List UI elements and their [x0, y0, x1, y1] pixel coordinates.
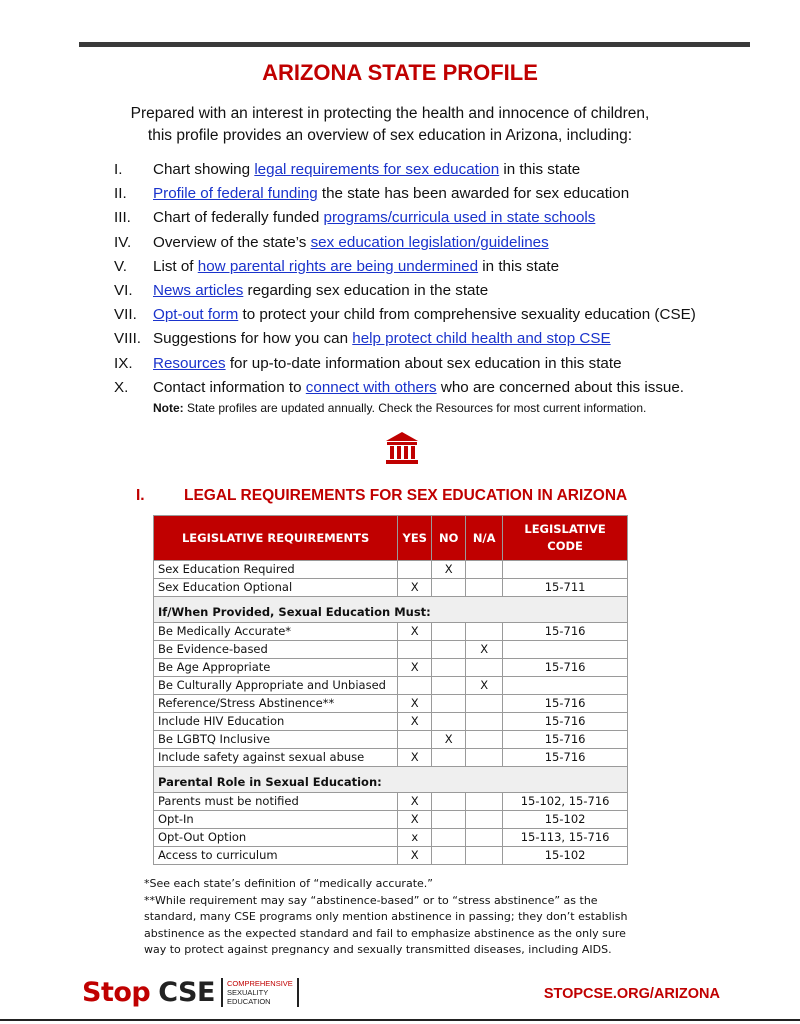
footnotes: [144, 876, 644, 959]
cell-na: [466, 829, 503, 847]
toc-text-after: the state has been awarded for sex education: [317, 185, 630, 203]
cell-yes: X: [398, 811, 432, 829]
bottom-rule: [0, 1019, 800, 1021]
table-row: [154, 623, 628, 641]
legislative-requirements-table: [153, 515, 628, 865]
update-note: [153, 401, 646, 415]
intro-line-1: Prepared with an interest in protecting the health and innocence of children,: [130, 105, 650, 122]
toc-text: [153, 281, 488, 305]
cell-requirement: Be Age Appropriate: [154, 659, 398, 677]
cell-code: 15-716: [503, 695, 628, 713]
toc-item: [114, 257, 754, 281]
cell-no: [432, 811, 466, 829]
cell-yes: X: [398, 695, 432, 713]
cell-yes: X: [398, 623, 432, 641]
header-no: NO: [432, 516, 466, 561]
table-row: [154, 659, 628, 677]
toc-text: [153, 354, 622, 378]
cell-na: [466, 731, 503, 749]
cell-no: [432, 793, 466, 811]
toc-number: I.: [114, 161, 123, 178]
table-row: [154, 793, 628, 811]
cell-requirement: Be Culturally Appropriate and Unbiased: [154, 677, 398, 695]
toc-number: X.: [114, 378, 129, 396]
cell-na: [466, 713, 503, 731]
toc-text: [153, 305, 696, 329]
toc-item: [114, 160, 754, 184]
toc-text-before: List of: [153, 257, 198, 275]
footnote-1: *See each state’s definition of “medically accurate.”: [144, 877, 433, 890]
cell-no: [432, 659, 466, 677]
cell-no: [432, 641, 466, 659]
cell-yes: [398, 641, 432, 659]
cell-requirement: Be Medically Accurate*: [154, 623, 398, 641]
toc-link[interactable]: Resources: [153, 354, 226, 372]
logo-word-cse: CSE: [158, 977, 215, 1008]
table-row: [154, 641, 628, 659]
section-number: I.: [136, 487, 145, 504]
cell-na: X: [466, 641, 503, 659]
toc-text-after: in this state: [478, 257, 560, 275]
toc-link[interactable]: help protect child health and stop CSE: [352, 330, 611, 348]
cell-no: [432, 847, 466, 865]
logo-sub-2: SEXUALITY: [226, 988, 269, 997]
cell-code: 15-102: [503, 847, 628, 865]
cell-code: 15-113, 15-716: [503, 829, 628, 847]
toc-item: [114, 378, 754, 402]
cell-code: 15-716: [503, 749, 628, 767]
toc-text: [153, 329, 611, 353]
rows-general: [154, 561, 628, 597]
cell-code: [503, 561, 628, 579]
toc-item: [114, 305, 754, 329]
cell-no: [432, 623, 466, 641]
cell-requirement: Reference/Stress Abstinence**: [154, 695, 398, 713]
toc-number: V.: [114, 257, 127, 275]
cell-requirement: Include safety against sexual abuse: [154, 749, 398, 767]
toc-link[interactable]: legal requirements for sex education: [254, 161, 500, 178]
cell-na: [466, 695, 503, 713]
toc-link[interactable]: how parental rights are being undermined: [197, 257, 479, 275]
cell-na: [466, 579, 503, 597]
toc-number: III.: [114, 209, 131, 227]
rows-requirements: [154, 623, 628, 767]
cell-no: [432, 677, 466, 695]
cell-requirement: Sex Education Required: [154, 561, 398, 579]
cell-code: 15-716: [503, 731, 628, 749]
toc-item: [114, 329, 754, 353]
cell-no: [432, 713, 466, 731]
section-label-parental: Parental Role in Sexual Education:: [154, 767, 628, 793]
cell-na: [466, 847, 503, 865]
toc-number: IX.: [114, 354, 133, 372]
cell-requirement: Include HIV Education: [154, 713, 398, 731]
toc-text-before: Contact information to: [153, 378, 306, 396]
cell-code: 15-711: [503, 579, 628, 597]
toc-number: VI.: [114, 281, 133, 299]
header-code: LEGISLATIVE CODE: [503, 516, 628, 561]
cell-no: X: [432, 561, 466, 579]
capitol-building-icon: [384, 430, 420, 466]
toc-text-after: for up-to-date information about sex education in this state: [225, 354, 622, 372]
intro-text: [100, 103, 680, 147]
section-heading: [136, 487, 627, 505]
toc-text: [153, 378, 684, 402]
toc-number: II.: [114, 185, 127, 203]
table-header-row: [154, 516, 628, 561]
cell-yes: [398, 731, 432, 749]
cell-requirement: Be Evidence-based: [154, 641, 398, 659]
header-requirements: LEGISLATIVE REQUIREMENTS: [154, 516, 398, 561]
toc-text-after: regarding sex education in the state: [243, 281, 489, 299]
toc-text-before: Chart showing: [153, 161, 255, 178]
cell-no: [432, 749, 466, 767]
table-section-row: [154, 767, 628, 793]
header-na: N/A: [466, 516, 503, 561]
table-row: [154, 829, 628, 847]
rows-parental: [154, 793, 628, 865]
table-row: [154, 677, 628, 695]
stopcse-logo: [82, 977, 299, 1008]
cell-na: [466, 793, 503, 811]
table-row: [154, 713, 628, 731]
toc-link[interactable]: Opt-out form: [153, 306, 239, 324]
cell-yes: X: [398, 659, 432, 677]
footnote-2: **While requirement may say “abstinence-based” or to “stress abstinence” as the standard, many CSE programs only mention abstinence in passing; they don’t establish abstinence as the expected standard and fail to emphasize abstinence as the only sure way to protect against pregnancy and sexually transmitted diseases, including AIDS.: [144, 893, 628, 956]
table-row: [154, 579, 628, 597]
cell-na: [466, 659, 503, 677]
cell-requirement: Opt-In: [154, 811, 398, 829]
toc-number: VIII.: [114, 330, 142, 348]
toc-link[interactable]: News articles: [153, 281, 244, 299]
cell-yes: X: [398, 579, 432, 597]
section-title: LEGAL REQUIREMENTS FOR SEX EDUCATION IN ARIZONA: [184, 487, 628, 504]
table-row: [154, 811, 628, 829]
logo-sub-3: EDUCATION: [226, 997, 271, 1006]
cell-code: 15-102, 15-716: [503, 793, 628, 811]
toc-text-before: Chart of federally funded: [153, 209, 324, 227]
cell-code: 15-716: [503, 623, 628, 641]
cell-code: 15-716: [503, 713, 628, 731]
toc-text-before: Overview of the state’s: [153, 233, 311, 251]
cell-requirement: Be LGBTQ Inclusive: [154, 731, 398, 749]
cell-na: [466, 623, 503, 641]
cell-no: X: [432, 731, 466, 749]
cell-requirement: Sex Education Optional: [154, 579, 398, 597]
toc-link[interactable]: Profile of federal funding: [153, 185, 318, 203]
toc-text-after: to protect your child from comprehensive sexuality education (CSE): [238, 306, 696, 324]
table-of-contents: [114, 160, 754, 402]
page-title: ARIZONA STATE PROFILE: [262, 60, 538, 85]
toc-link[interactable]: sex education legislation/guidelines: [310, 233, 549, 251]
toc-text: [153, 208, 595, 232]
cell-code: [503, 677, 628, 695]
cell-na: [466, 811, 503, 829]
cell-na: [466, 749, 503, 767]
cell-yes: X: [398, 847, 432, 865]
table-row: [154, 749, 628, 767]
toc-text-before: Suggestions for how you can: [153, 330, 353, 348]
cell-no: [432, 695, 466, 713]
cell-yes: X: [398, 713, 432, 731]
cell-requirement: Parents must be notified: [154, 793, 398, 811]
cell-yes: x: [398, 829, 432, 847]
note-text: State profiles are updated annually. Check the Resources for most current information.: [183, 401, 647, 415]
section-row-group-2: [154, 767, 628, 793]
table-row: [154, 847, 628, 865]
cell-na: [466, 561, 503, 579]
toc-link[interactable]: programs/curricula used in state schools: [323, 209, 596, 227]
top-rule: [79, 42, 750, 47]
toc-number: IV.: [114, 233, 132, 251]
toc-item: [114, 233, 754, 257]
intro-line-2: this profile provides an overview of sex education in Arizona, including:: [147, 127, 633, 144]
cell-no: [432, 579, 466, 597]
logo-sub-1: COMPREHENSIVE: [226, 979, 293, 988]
logo-word-stop: Stop: [82, 977, 151, 1008]
toc-item: [114, 208, 754, 232]
cell-yes: X: [398, 793, 432, 811]
toc-item: [114, 354, 754, 378]
cell-code: 15-102: [503, 811, 628, 829]
cell-na: X: [466, 677, 503, 695]
table-row: [154, 731, 628, 749]
toc-text: [153, 184, 629, 208]
cell-no: [432, 829, 466, 847]
toc-item: [114, 281, 754, 305]
cell-yes: [398, 561, 432, 579]
section-label-provided: If/When Provided, Sexual Education Must:: [154, 597, 628, 623]
toc-item: [114, 184, 754, 208]
note-label: Note:: [153, 401, 184, 415]
table-row: [154, 561, 628, 579]
table-section-row: [154, 597, 628, 623]
cell-yes: X: [398, 749, 432, 767]
toc-text: [153, 160, 580, 184]
header-yes: YES: [398, 516, 432, 561]
cell-code: 15-716: [503, 659, 628, 677]
toc-text-after: in this state: [499, 161, 581, 178]
toc-text-after: who are concerned about this issue.: [436, 378, 685, 396]
section-row-group-1: [154, 597, 628, 623]
cell-yes: [398, 677, 432, 695]
cell-code: [503, 641, 628, 659]
toc-text: [153, 233, 549, 257]
cell-requirement: Opt-Out Option: [154, 829, 398, 847]
table-row: [154, 695, 628, 713]
toc-text: [153, 257, 559, 281]
toc-link[interactable]: connect with others: [305, 378, 437, 396]
footer-url[interactable]: STOPCSE.ORG/ARIZONA: [543, 986, 720, 1002]
cell-requirement: Access to curriculum: [154, 847, 398, 865]
logo-subtitle: [221, 978, 299, 1007]
toc-number: VII.: [114, 306, 137, 324]
